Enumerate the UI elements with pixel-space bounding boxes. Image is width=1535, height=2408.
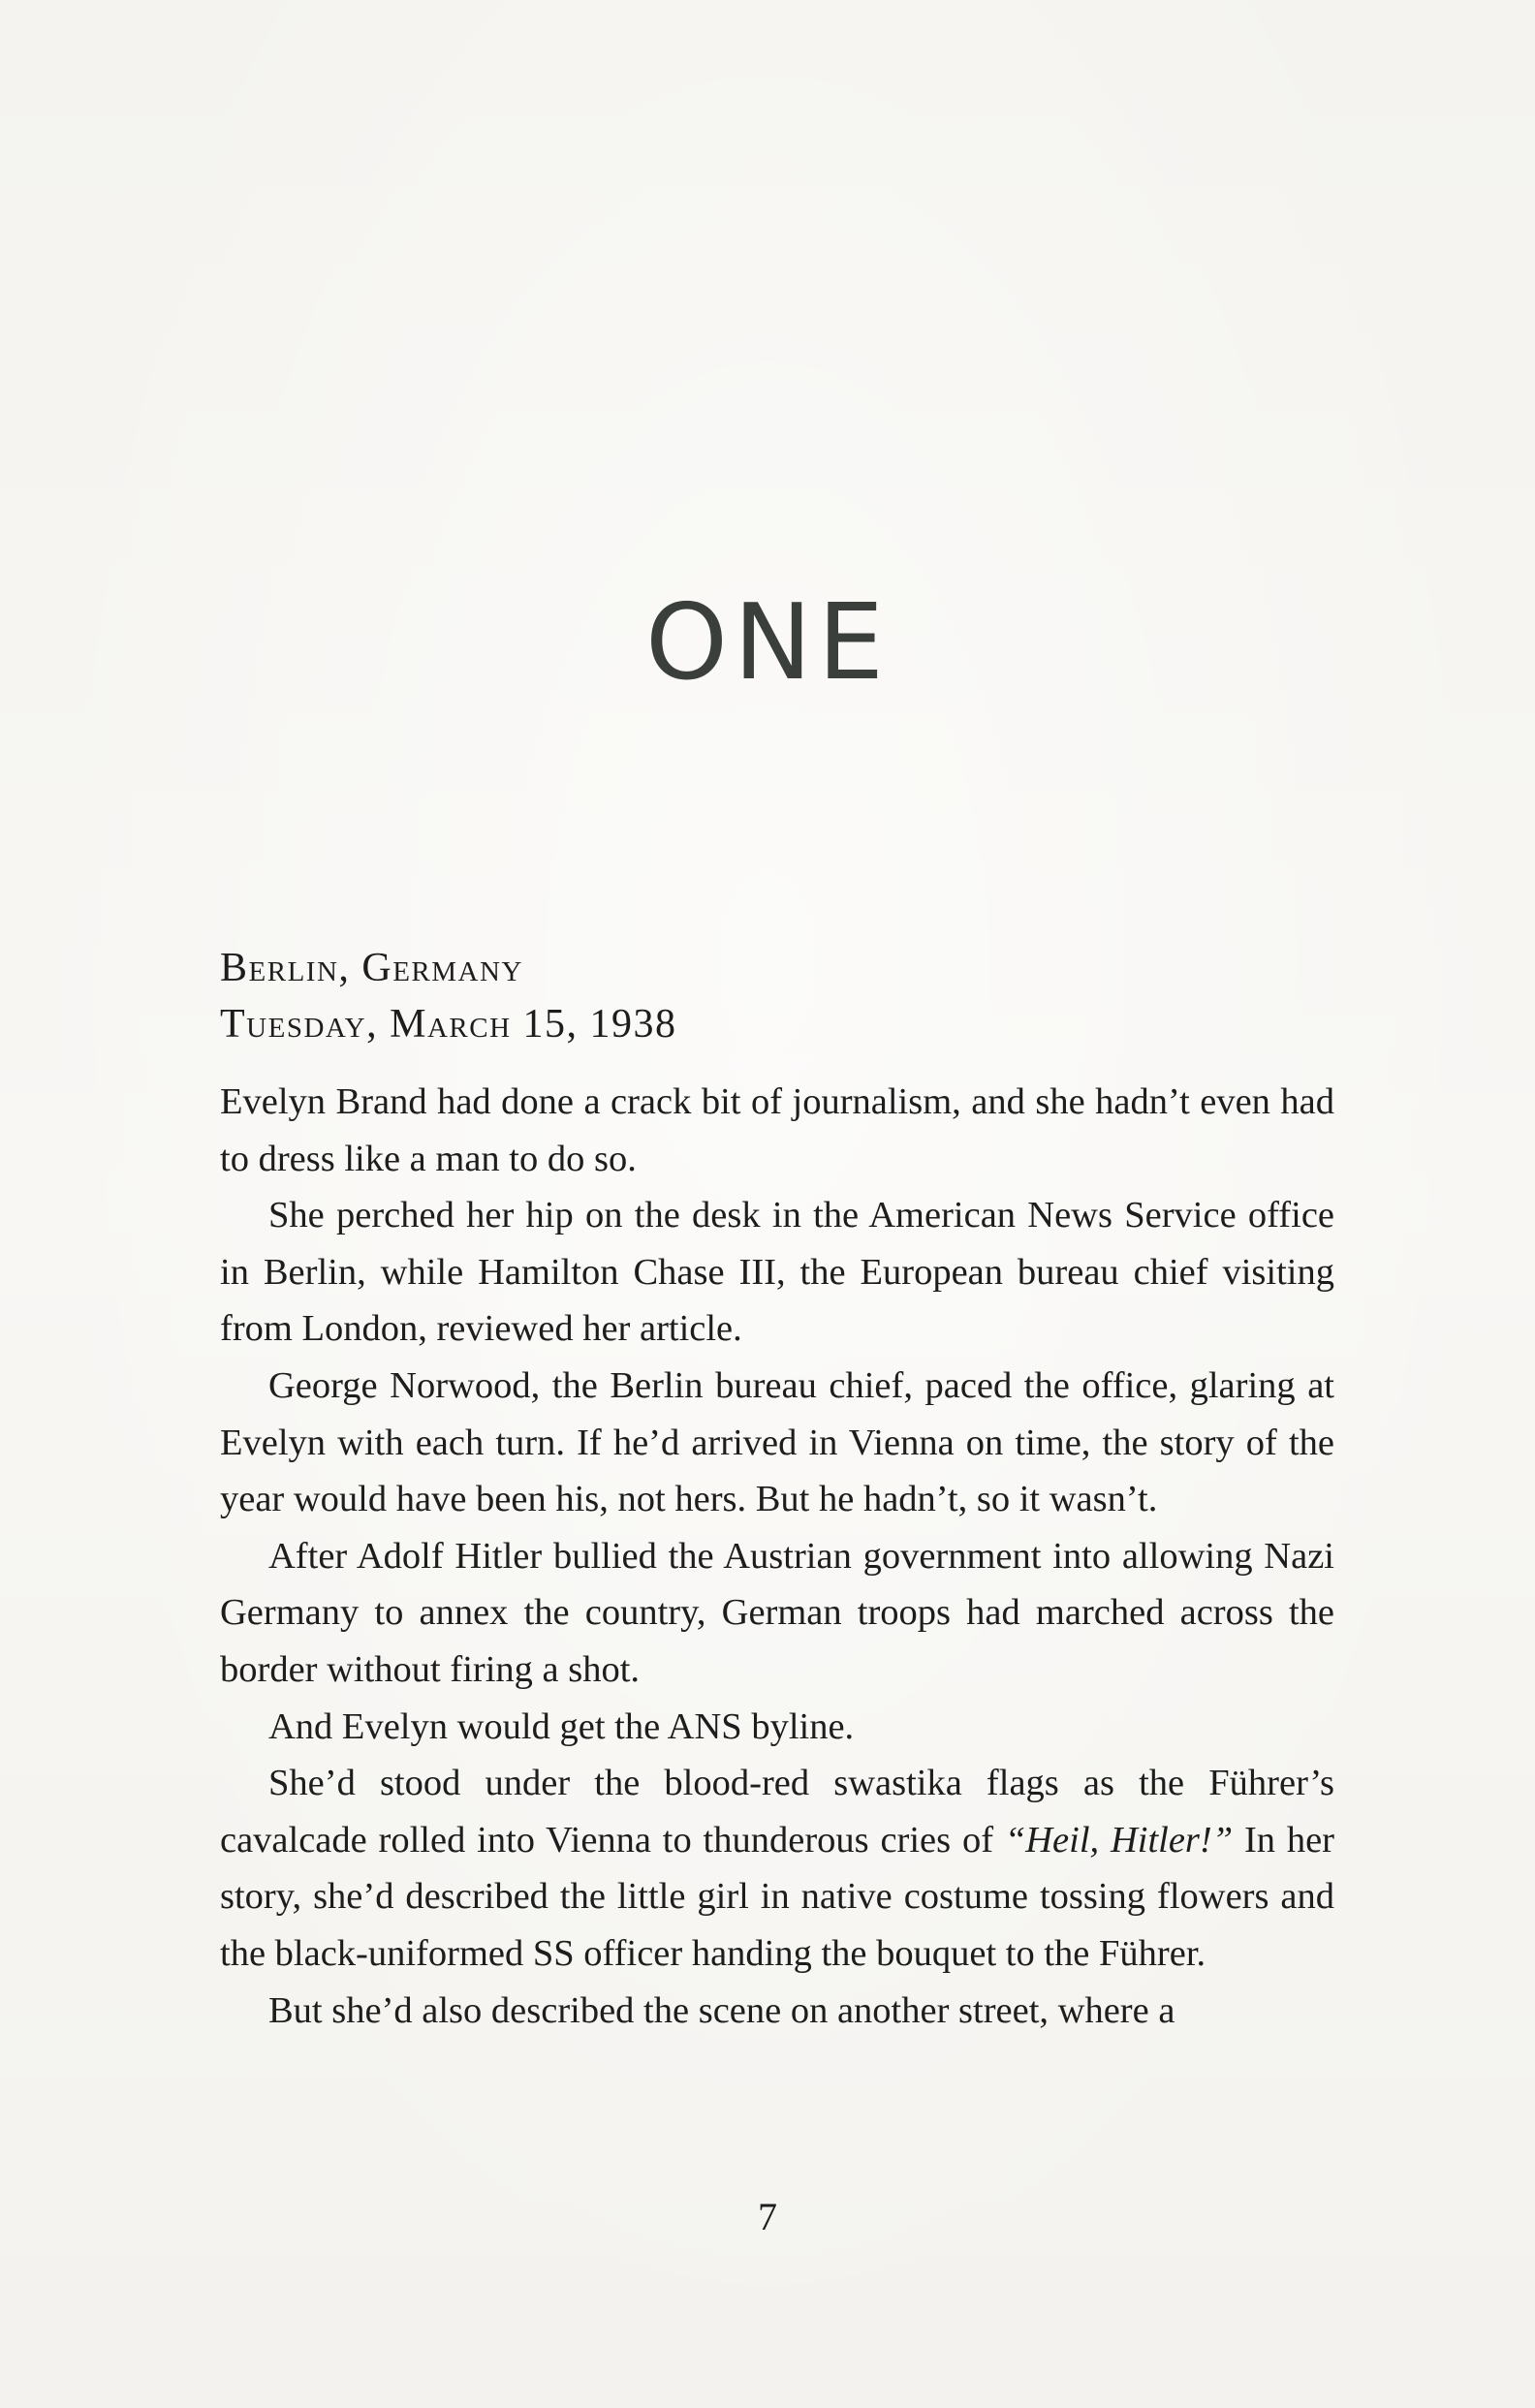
dateline-date: Tuesday, March 15, 1938 <box>220 1002 677 1047</box>
chapter-title: ONE <box>644 582 891 704</box>
dateline-place: Berlin, Germany <box>220 946 523 990</box>
paragraph: Evelyn Brand had done a crack bit of journalism, and she hadn’t even had to dress like a man to do so. <box>220 1081 1334 1179</box>
paragraph: She perched her hip on the desk in the American News Service office in Berlin, while Hamilton Chase III, the European bureau chief visiting from London, reviewed her article. <box>220 1195 1334 1350</box>
dateline <box>220 940 1334 1052</box>
paragraph: After Adolf Hitler bullied the Austrian government into allowing Nazi Germany to annex the country, German troops had marched across the border without firing a shot. <box>220 1535 1334 1690</box>
paragraph-text: In her story, she’d described the little girl in native costume tossing flowers and the black-uniformed SS officer handing the bouquet to the Führer. <box>220 1819 1334 1974</box>
paragraph: George Norwood, the Berlin bureau chief, paced the office, glaring at Evelyn with each turn. If he’d arrived in Vienna on time, the story of the year would have been his, not hers. But he hadn’t, so it wasn’t. <box>220 1364 1334 1520</box>
paragraph: And Evelyn would get the ANS byline. <box>268 1705 855 1747</box>
paragraph: But she’d also described the scene on another street, where a <box>268 1989 1175 2031</box>
paragraph <box>220 1755 1334 1982</box>
page-number: 7 <box>758 2195 777 2238</box>
quote-italic: “Heil, Hitler!” <box>1004 1819 1234 1861</box>
body-text <box>220 1074 1334 2039</box>
paragraph-text: She’d stood under the blood-red swastika flags as the Führer’s cavalcade rolled into Vienna to thunderous cries of <box>220 1763 1334 1861</box>
